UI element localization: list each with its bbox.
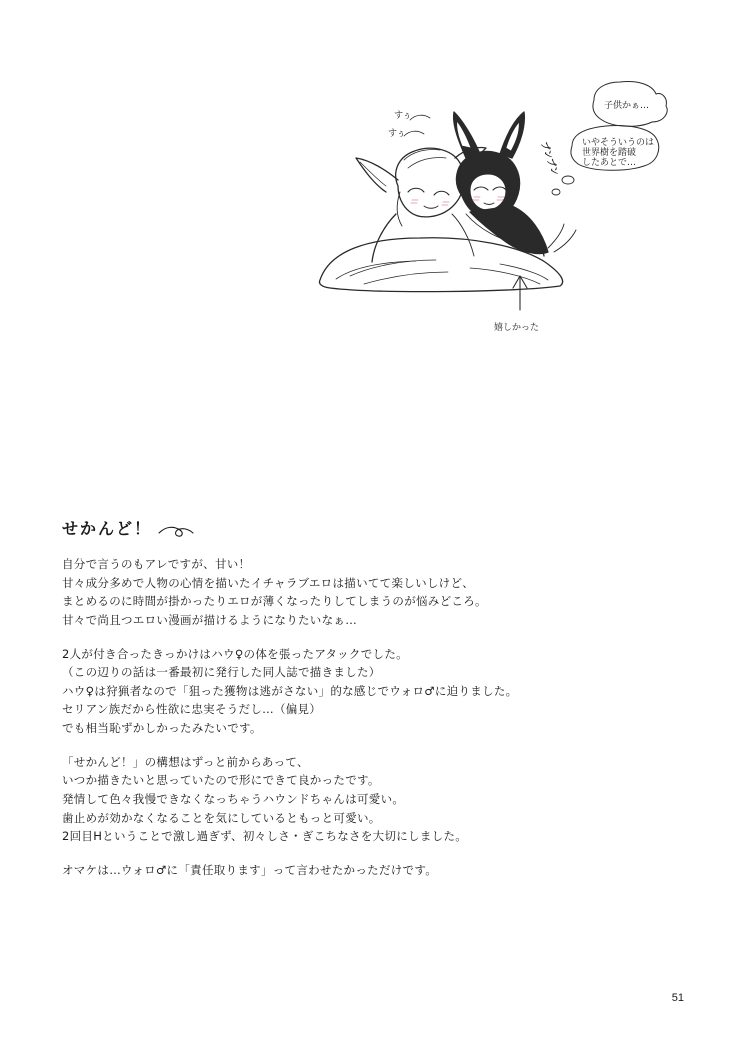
afterword-line: 歯止めが効かなくなることを気にしているともっと可愛い。: [62, 810, 381, 825]
page-title: せかんど！: [62, 519, 153, 538]
afterword-line: ハウ♀は狩猟者なので「狙った獲物は逃がさない」的な感じでウォロ♂に迫りました。: [62, 683, 518, 698]
thought-line-3: 世界樹を踏破: [582, 148, 637, 158]
afterword-line: まとめるのに時間が掛かったりエロが薄くなったりしてしまうのが悩みどころ。: [62, 594, 487, 609]
afterword-line: （この辺りの話は一番最初に発行した同人誌で描きました）: [62, 665, 381, 680]
thought-line-2: いやそういうのは: [582, 138, 655, 148]
afterword-line: 2回目Hということで激し過ぎず、初々しさ・ぎこちなさを大切にしました。: [62, 829, 468, 844]
afterword-section: [62, 516, 682, 879]
afterword-paragraph: [62, 861, 682, 880]
afterword-title-row: [62, 516, 682, 541]
afterword-line: 自分で言うのもアレですが、甘い！: [62, 557, 251, 571]
afterword-line: でも相当恥ずかしかったみたいです。: [62, 721, 262, 735]
sfx-sleep-breath-1: すぅ: [394, 111, 412, 121]
title-flourish-icon: [158, 524, 194, 538]
afterword-line: 甘々成分多めで人物の心情を描いたイチャラブエロは描いてて楽しいしけど、: [62, 575, 475, 590]
afterword-line: 2人が付き合ったきっかけはハウ♀の体を張ったアタックでした。: [62, 646, 408, 661]
thought-line-4: したあとで…: [582, 158, 637, 168]
afterword-line: いつか描きたいと思っていたので形にできて良かったです。: [62, 773, 380, 788]
afterword-line: 「せかんど！」の構想はずっと前からあって、: [62, 754, 309, 769]
arrow-caption: 嬉しかった: [494, 323, 540, 333]
page-number: 51: [671, 992, 684, 1004]
afterword-line: セリアン族だから性欲に忠実そうだし…（偏見）: [62, 702, 322, 717]
afterword-line: 発情して色々我慢できなくなっちゃうハウンドちゃんは可愛い。: [62, 791, 405, 806]
afterword-paragraph: [62, 753, 682, 846]
afterword-line: オマケは…ウォロ♂に「責任取ります」って言わせたかっただけです。: [62, 862, 438, 877]
afterword-line: 甘々で尚且つエロい漫画が描けるようになりたいなぁ…: [62, 612, 357, 627]
illustration-panel: [0, 0, 736, 380]
afterword-paragraph: [62, 555, 682, 630]
sfx-sleep-breath-2: すぅ: [388, 129, 406, 139]
thought-line-1: 子供かぁ…: [604, 101, 650, 111]
sfx-tail-wag: ブンブン: [538, 140, 560, 178]
afterword-paragraph: [62, 645, 682, 738]
